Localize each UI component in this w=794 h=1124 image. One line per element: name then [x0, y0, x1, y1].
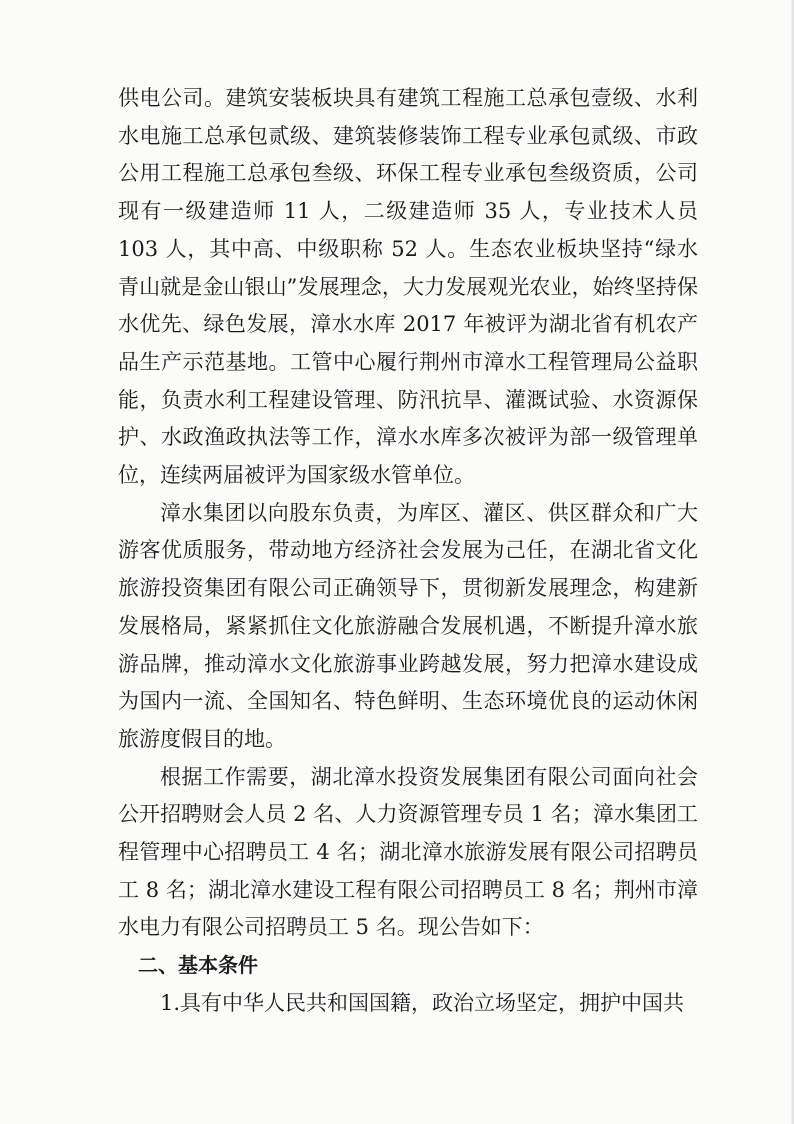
paragraph-recruitment-announcement: 根据工作需要，湖北漳水投资发展集团有限公司面向社会公开招聘财会人员 2 名、人力资源管理专员 1 名；漳水集团工程管理中心招聘员工 4 名；湖北漳水旅游发展有限公司招聘员工 8 名；湖北漳水建设工程有限公司招聘员工 8 名；荆州市漳水电力有限公司招聘员工 5 名。现公告如下：	[118, 764, 698, 940]
document-body	[118, 80, 698, 1023]
paragraph-group-mission: 漳水集团以向股东负责，为库区、灌区、供区群众和广大游客优质服务，带动地方经济社会发展为己任，在湖北省文化旅游投资集团有限公司正确领导下，贯彻新发展理念，构建新发展格局，紧紧抓住文化旅游融合发展机遇，不断提升漳水旅游品牌，推动漳水文化旅游事业跨越发展，努力把漳水建设成为国内一流、全国知名、特色鲜明、生态环境优良的运动休闲旅游度假目的地。	[118, 500, 698, 751]
section-heading-basic-conditions: 二、基本条件	[138, 953, 258, 978]
paragraph-company-overview: 供电公司。建筑安装板块具有建筑工程施工总承包壹级、水利水电施工总承包贰级、建筑装修装饰工程专业承包贰级、市政公用工程施工总承包叁级、环保工程专业承包叁级资质，公司现有一级建造师 11 人，二级建造师 35 人，专业技术人员 103 人，其中高、中级职称 52 人。生态农业板块坚持“绿水青山就是金山银山”发展理念，大力发展观光农业，始终坚持保水优先、绿色发展，漳水水库 2017 年被评为湖北省有机农产品生产示范基地。工管中心履行荆州市漳水工程管理局公益职能，负责水利工程建设管理、防汛抗旱、灌溉试验、水资源保护、水政渔政执法等工作，漳水水库多次被评为部一级管理单位，连续两届被评为国家级水管单位。	[118, 86, 698, 488]
condition-item-1: 1.具有中华人民共和国国籍，政治立场坚定，拥护中国共	[160, 990, 685, 1015]
